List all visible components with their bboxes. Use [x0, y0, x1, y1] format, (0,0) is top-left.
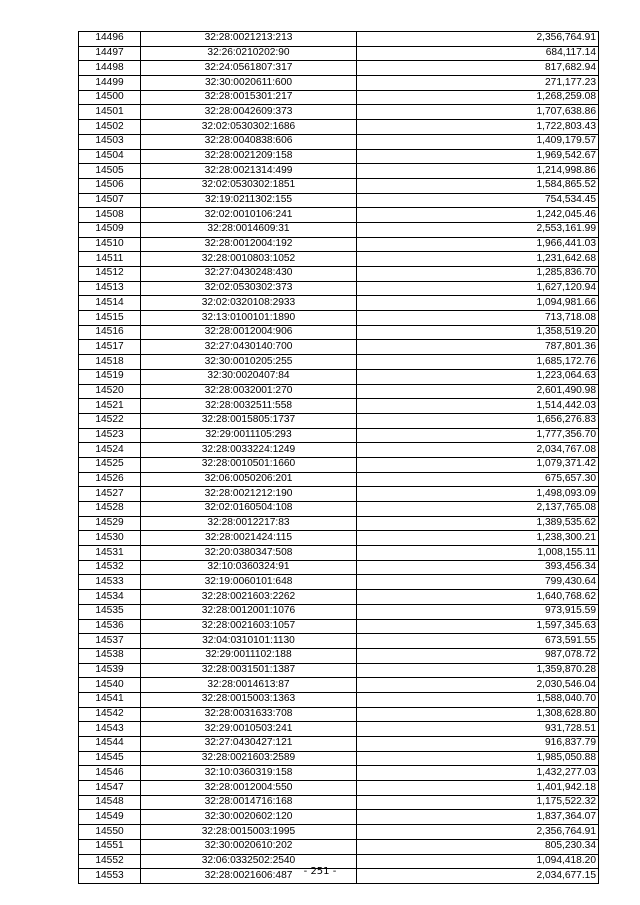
- cadastral-number-cell: 32:28:0015805:1737: [141, 413, 357, 428]
- cadastral-number-cell: 32:28:0012001:1076: [141, 604, 357, 619]
- table-row: [79, 531, 599, 546]
- cadastral-number-cell: 32:27:0430140:700: [141, 340, 357, 355]
- row-number-cell: 14543: [79, 722, 141, 737]
- row-number-cell: 14521: [79, 399, 141, 414]
- amount-cell: 1,358,519.20: [357, 325, 599, 340]
- amount-cell: 1,640,768.62: [357, 590, 599, 605]
- amount-cell: 973,915.59: [357, 604, 599, 619]
- amount-cell: 1,584,865.52: [357, 178, 599, 193]
- row-number-cell: 14542: [79, 707, 141, 722]
- table-row: [79, 707, 599, 722]
- cadastral-number-cell: 32:28:0010501:1660: [141, 457, 357, 472]
- table-row: [79, 164, 599, 179]
- cadastral-number-cell: 32:29:0010503:241: [141, 722, 357, 737]
- table-row: [79, 648, 599, 663]
- table-row: [79, 296, 599, 311]
- cadastral-number-cell: 32:28:0012004:192: [141, 237, 357, 252]
- cadastral-number-cell: 32:28:0015301:217: [141, 90, 357, 105]
- table-row: [79, 134, 599, 149]
- cadastral-number-cell: 32:28:0021603:2589: [141, 751, 357, 766]
- row-number-cell: 14500: [79, 90, 141, 105]
- amount-cell: 1,094,981.66: [357, 296, 599, 311]
- cadastral-number-cell: 32:30:0020610:202: [141, 839, 357, 854]
- cadastral-number-cell: 32:28:0021606:487: [141, 869, 357, 884]
- cadastral-number-cell: 32:28:0021424:115: [141, 531, 357, 546]
- cadastral-number-cell: 32:30:0020611:600: [141, 76, 357, 91]
- amount-cell: 1,214,998.86: [357, 164, 599, 179]
- cadastral-number-cell: 32:28:0014716:168: [141, 795, 357, 810]
- cadastral-number-cell: 32:06:0332502:2540: [141, 854, 357, 869]
- table-row: [79, 810, 599, 825]
- row-number-cell: 14517: [79, 340, 141, 355]
- table-row: [79, 120, 599, 135]
- row-number-cell: 14535: [79, 604, 141, 619]
- table-row: [79, 546, 599, 561]
- table-row: [79, 781, 599, 796]
- amount-cell: 787,801.36: [357, 340, 599, 355]
- amount-cell: 675,657.30: [357, 472, 599, 487]
- cadastral-number-cell: 32:30:0020407:84: [141, 369, 357, 384]
- cadastral-number-cell: 32:28:0021212:190: [141, 487, 357, 502]
- amount-cell: 393,456.34: [357, 560, 599, 575]
- cadastral-number-cell: 32:29:0011105:293: [141, 428, 357, 443]
- row-number-cell: 14505: [79, 164, 141, 179]
- cadastral-number-cell: 32:28:0021209:158: [141, 149, 357, 164]
- cadastral-number-cell: 32:28:0032001:270: [141, 384, 357, 399]
- cadastral-number-cell: 32:28:0014613:87: [141, 678, 357, 693]
- amount-cell: 684,117.14: [357, 46, 599, 61]
- amount-cell: 805,230.34: [357, 839, 599, 854]
- row-number-cell: 14540: [79, 678, 141, 693]
- table-row: [79, 692, 599, 707]
- row-number-cell: 14498: [79, 61, 141, 76]
- row-number-cell: 14537: [79, 634, 141, 649]
- amount-cell: 2,137,765.08: [357, 502, 599, 517]
- cadastral-number-cell: 32:02:0160504:108: [141, 502, 357, 517]
- row-number-cell: 14501: [79, 105, 141, 120]
- cadastral-number-cell: 32:20:0380347:508: [141, 546, 357, 561]
- cadastral-number-cell: 32:28:0040838:606: [141, 134, 357, 149]
- amount-cell: 2,356,764.91: [357, 32, 599, 47]
- table-row: [79, 90, 599, 105]
- cadastral-number-cell: 32:28:0032511:558: [141, 399, 357, 414]
- table-row: [79, 76, 599, 91]
- table-row: [79, 46, 599, 61]
- cadastral-number-cell: 32:28:0015003:1995: [141, 825, 357, 840]
- table-row: [79, 237, 599, 252]
- records-table: [78, 31, 599, 884]
- amount-cell: 1,722,803.43: [357, 120, 599, 135]
- row-number-cell: 14513: [79, 281, 141, 296]
- row-number-cell: 14536: [79, 619, 141, 634]
- row-number-cell: 14520: [79, 384, 141, 399]
- row-number-cell: 14526: [79, 472, 141, 487]
- table-row: [79, 766, 599, 781]
- amount-cell: 673,591.55: [357, 634, 599, 649]
- page-number: - 251 -: [303, 866, 337, 877]
- table-row: [79, 208, 599, 223]
- table-row: [79, 663, 599, 678]
- row-number-cell: 14504: [79, 149, 141, 164]
- cadastral-number-cell: 32:28:0033224:1249: [141, 443, 357, 458]
- amount-cell: 2,601,490.98: [357, 384, 599, 399]
- cadastral-number-cell: 32:27:0430248:430: [141, 267, 357, 282]
- cadastral-number-cell: 32:02:0530302:1686: [141, 120, 357, 135]
- cadastral-number-cell: 32:02:0530302:1851: [141, 178, 357, 193]
- amount-cell: 1,409,179.57: [357, 134, 599, 149]
- amount-cell: 1,597,345.63: [357, 619, 599, 634]
- amount-cell: 271,177.23: [357, 76, 599, 91]
- row-number-cell: 14506: [79, 178, 141, 193]
- cadastral-number-cell: 32:30:0010205:255: [141, 355, 357, 370]
- table-row: [79, 825, 599, 840]
- row-number-cell: 14509: [79, 222, 141, 237]
- cadastral-number-cell: 32:28:0021314:499: [141, 164, 357, 179]
- cadastral-number-cell: 32:28:0031633:708: [141, 707, 357, 722]
- table-row: [79, 502, 599, 517]
- cadastral-number-cell: 32:29:0011102:188: [141, 648, 357, 663]
- row-number-cell: 14549: [79, 810, 141, 825]
- row-number-cell: 14528: [79, 502, 141, 517]
- amount-cell: 987,078.72: [357, 648, 599, 663]
- amount-cell: 1,966,441.03: [357, 237, 599, 252]
- row-number-cell: 14551: [79, 839, 141, 854]
- table-row: [79, 178, 599, 193]
- amount-cell: 1,685,172.76: [357, 355, 599, 370]
- row-number-cell: 14499: [79, 76, 141, 91]
- table-row: [79, 619, 599, 634]
- cadastral-number-cell: 32:28:0021213:213: [141, 32, 357, 47]
- row-number-cell: 14533: [79, 575, 141, 590]
- table-row: [79, 590, 599, 605]
- amount-cell: 1,514,442.03: [357, 399, 599, 414]
- cadastral-number-cell: 32:06:0050206:201: [141, 472, 357, 487]
- row-number-cell: 14503: [79, 134, 141, 149]
- row-number-cell: 14512: [79, 267, 141, 282]
- amount-cell: 1,627,120.94: [357, 281, 599, 296]
- cadastral-number-cell: 32:10:0360324:91: [141, 560, 357, 575]
- cadastral-number-cell: 32:28:0031501:1387: [141, 663, 357, 678]
- table-row: [79, 487, 599, 502]
- cadastral-number-cell: 32:13:0100101:1890: [141, 311, 357, 326]
- table-row: [79, 737, 599, 752]
- cadastral-number-cell: 32:02:0320108:2933: [141, 296, 357, 311]
- table-row: [79, 384, 599, 399]
- records-table-body: [79, 32, 599, 884]
- row-number-cell: 14523: [79, 428, 141, 443]
- row-number-cell: 14531: [79, 546, 141, 561]
- amount-cell: 1,588,040.70: [357, 692, 599, 707]
- table-row: [79, 281, 599, 296]
- cadastral-number-cell: 32:10:0360319:158: [141, 766, 357, 781]
- row-number-cell: 14545: [79, 751, 141, 766]
- amount-cell: 1,656,276.83: [357, 413, 599, 428]
- table-row: [79, 252, 599, 267]
- cadastral-number-cell: 32:28:0014609:31: [141, 222, 357, 237]
- row-number-cell: 14539: [79, 663, 141, 678]
- amount-cell: 1,094,418.20: [357, 854, 599, 869]
- row-number-cell: 14534: [79, 590, 141, 605]
- row-number-cell: 14530: [79, 531, 141, 546]
- row-number-cell: 14547: [79, 781, 141, 796]
- amount-cell: 1,008,155.11: [357, 546, 599, 561]
- row-number-cell: 14522: [79, 413, 141, 428]
- cadastral-number-cell: 32:19:0211302:155: [141, 193, 357, 208]
- row-number-cell: 14519: [79, 369, 141, 384]
- table-row: [79, 355, 599, 370]
- row-number-cell: 14502: [79, 120, 141, 135]
- row-number-cell: 14527: [79, 487, 141, 502]
- table-row: [79, 369, 599, 384]
- table-row: [79, 604, 599, 619]
- amount-cell: 1,175,522.32: [357, 795, 599, 810]
- amount-cell: 1,389,535.62: [357, 516, 599, 531]
- amount-cell: 2,030,546.04: [357, 678, 599, 693]
- amount-cell: 1,837,364.07: [357, 810, 599, 825]
- cadastral-number-cell: 32:02:0530302:373: [141, 281, 357, 296]
- row-number-cell: 14508: [79, 208, 141, 223]
- cadastral-number-cell: 32:28:0042609:373: [141, 105, 357, 120]
- row-number-cell: 14510: [79, 237, 141, 252]
- amount-cell: 1,777,356.70: [357, 428, 599, 443]
- table-row: [79, 61, 599, 76]
- table-row: [79, 149, 599, 164]
- row-number-cell: 14546: [79, 766, 141, 781]
- row-number-cell: 14525: [79, 457, 141, 472]
- cadastral-number-cell: 32:02:0010106:241: [141, 208, 357, 223]
- row-number-cell: 14511: [79, 252, 141, 267]
- table-row: [79, 634, 599, 649]
- row-number-cell: 14529: [79, 516, 141, 531]
- table-row: [79, 795, 599, 810]
- amount-cell: 1,498,093.09: [357, 487, 599, 502]
- row-number-cell: 14515: [79, 311, 141, 326]
- amount-cell: 1,985,050.88: [357, 751, 599, 766]
- row-number-cell: 14532: [79, 560, 141, 575]
- table-row: [79, 325, 599, 340]
- table-row: [79, 839, 599, 854]
- table-row: [79, 516, 599, 531]
- table-row: [79, 575, 599, 590]
- row-number-cell: 14524: [79, 443, 141, 458]
- amount-cell: 916,837.79: [357, 737, 599, 752]
- amount-cell: 754,534.45: [357, 193, 599, 208]
- amount-cell: 2,034,767.08: [357, 443, 599, 458]
- row-number-cell: 14544: [79, 737, 141, 752]
- table-row: [79, 472, 599, 487]
- table-row: [79, 428, 599, 443]
- amount-cell: 1,359,870.28: [357, 663, 599, 678]
- row-number-cell: 14518: [79, 355, 141, 370]
- amount-cell: 1,268,259.08: [357, 90, 599, 105]
- cadastral-number-cell: 32:27:0430427:121: [141, 737, 357, 752]
- amount-cell: 1,969,542.67: [357, 149, 599, 164]
- table-row: [79, 722, 599, 737]
- cadastral-number-cell: 32:28:0012004:550: [141, 781, 357, 796]
- document-page: [78, 31, 598, 884]
- amount-cell: 2,553,161.99: [357, 222, 599, 237]
- amount-cell: 1,285,836.70: [357, 267, 599, 282]
- amount-cell: 1,231,642.68: [357, 252, 599, 267]
- amount-cell: 1,223,064.63: [357, 369, 599, 384]
- row-number-cell: 14541: [79, 692, 141, 707]
- amount-cell: 1,242,045.46: [357, 208, 599, 223]
- cadastral-number-cell: 32:28:0012004:906: [141, 325, 357, 340]
- cadastral-number-cell: 32:28:0021603:2262: [141, 590, 357, 605]
- table-row: [79, 678, 599, 693]
- cadastral-number-cell: 32:28:0010803:1052: [141, 252, 357, 267]
- amount-cell: 1,401,942.18: [357, 781, 599, 796]
- amount-cell: 931,728.51: [357, 722, 599, 737]
- row-number-cell: 14553: [79, 869, 141, 884]
- amount-cell: 799,430.64: [357, 575, 599, 590]
- row-number-cell: 14550: [79, 825, 141, 840]
- table-row: [79, 751, 599, 766]
- table-row: [79, 457, 599, 472]
- amount-cell: 1,079,371.42: [357, 457, 599, 472]
- cadastral-number-cell: 32:26:0210202:90: [141, 46, 357, 61]
- table-row: [79, 267, 599, 282]
- cadastral-number-cell: 32:04:0310101:1130: [141, 634, 357, 649]
- table-row: [79, 311, 599, 326]
- row-number-cell: 14552: [79, 854, 141, 869]
- row-number-cell: 14497: [79, 46, 141, 61]
- amount-cell: 2,356,764.91: [357, 825, 599, 840]
- row-number-cell: 14516: [79, 325, 141, 340]
- table-row: [79, 443, 599, 458]
- table-row: [79, 340, 599, 355]
- amount-cell: 1,432,277.03: [357, 766, 599, 781]
- row-number-cell: 14548: [79, 795, 141, 810]
- cadastral-number-cell: 32:30:0020602:120: [141, 810, 357, 825]
- row-number-cell: 14496: [79, 32, 141, 47]
- amount-cell: 1,238,300.21: [357, 531, 599, 546]
- table-row: [79, 560, 599, 575]
- table-row: [79, 399, 599, 414]
- amount-cell: 817,682.94: [357, 61, 599, 76]
- cadastral-number-cell: 32:19:0060101:648: [141, 575, 357, 590]
- amount-cell: 1,308,628.80: [357, 707, 599, 722]
- cadastral-number-cell: 32:28:0012217:83: [141, 516, 357, 531]
- row-number-cell: 14538: [79, 648, 141, 663]
- table-row: [79, 193, 599, 208]
- cadastral-number-cell: 32:28:0021603:1057: [141, 619, 357, 634]
- table-row: [79, 413, 599, 428]
- table-row: [79, 222, 599, 237]
- table-row: [79, 32, 599, 47]
- amount-cell: 713,718.08: [357, 311, 599, 326]
- row-number-cell: 14514: [79, 296, 141, 311]
- row-number-cell: 14507: [79, 193, 141, 208]
- amount-cell: 1,707,638.86: [357, 105, 599, 120]
- amount-cell: 2,034,677.15: [357, 869, 599, 884]
- table-row: [79, 105, 599, 120]
- cadastral-number-cell: 32:24:0561807:317: [141, 61, 357, 76]
- cadastral-number-cell: 32:28:0015003:1363: [141, 692, 357, 707]
